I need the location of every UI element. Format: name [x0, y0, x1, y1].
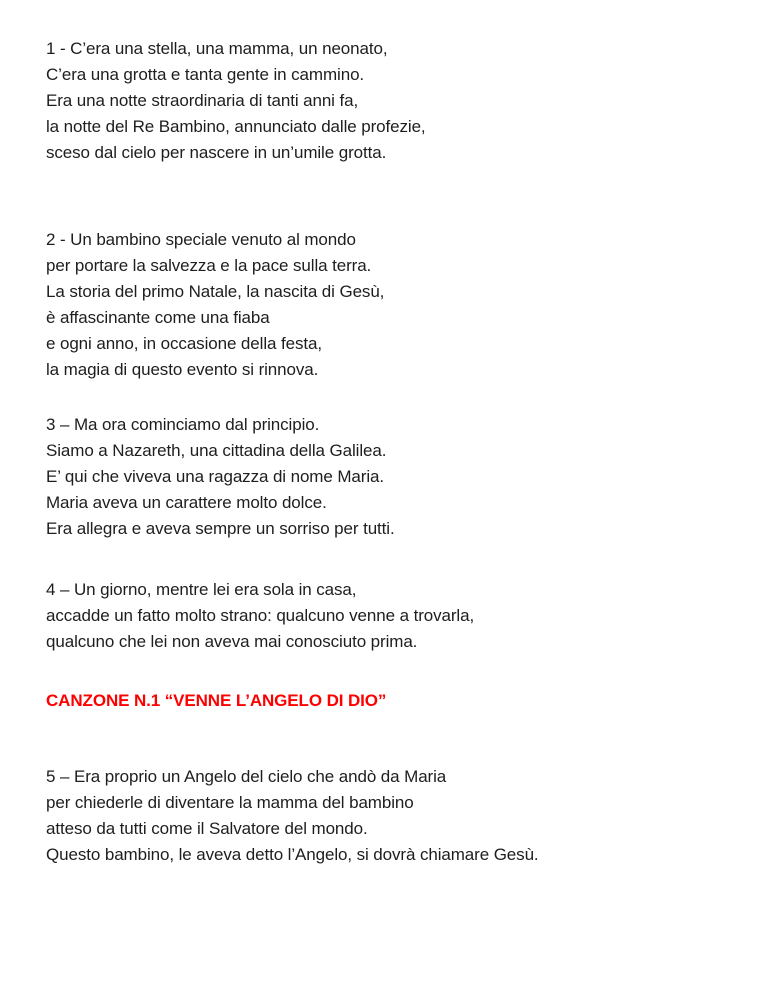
text-line: 4 – Un giorno, mentre lei era sola in casa,	[46, 580, 357, 599]
song-heading: CANZONE N.1 “VENNE L’ANGELO DI DIO”	[46, 691, 387, 710]
text-line: Siamo a Nazareth, una cittadina della Galilea.	[46, 441, 387, 460]
text-line: qualcuno che lei non aveva mai conosciuto prima.	[46, 632, 418, 651]
text-line: C’era una grotta e tanta gente in cammino.	[46, 65, 365, 84]
text-line: accadde un fatto molto strano: qualcuno venne a trovarla,	[46, 606, 475, 625]
text-line: Maria aveva un carattere molto dolce.	[46, 493, 327, 512]
text-line: e ogni anno, in occasione della festa,	[46, 334, 322, 353]
paragraph-5	[46, 764, 738, 868]
paragraph-3	[46, 412, 738, 542]
text-line: per portare la salvezza e la pace sulla terra.	[46, 256, 372, 275]
text-line: sceso dal cielo per nascere in un’umile grotta.	[46, 143, 387, 162]
text-line: atteso da tutti come il Salvatore del mondo.	[46, 819, 368, 838]
text-line: 3 – Ma ora cominciamo dal principio.	[46, 415, 320, 434]
text-line: E’ qui che viveva una ragazza di nome Maria.	[46, 467, 384, 486]
text-line: la magia di questo evento si rinnova.	[46, 360, 319, 379]
text-line: la notte del Re Bambino, annunciato dalle profezie,	[46, 117, 426, 136]
text-line: è affascinante come una fiaba	[46, 308, 270, 327]
text-line: Era allegra e aveva sempre un sorriso per tutti.	[46, 519, 395, 538]
text-line: Questo bambino, le aveva detto l’Angelo, si dovrà chiamare Gesù.	[46, 845, 539, 864]
text-line: per chiederle di diventare la mamma del bambino	[46, 793, 414, 812]
text-line: 1 - C’era una stella, una mamma, un neonato,	[46, 39, 388, 58]
text-line: 5 – Era proprio un Angelo del cielo che andò da Maria	[46, 767, 447, 786]
text-line: La storia del primo Natale, la nascita di Gesù,	[46, 282, 385, 301]
paragraph-2	[46, 227, 738, 383]
text-line: Era una notte straordinaria di tanti anni fa,	[46, 91, 359, 110]
paragraph-1	[46, 36, 738, 166]
paragraph-4	[46, 577, 738, 655]
text-line: 2 - Un bambino speciale venuto al mondo	[46, 230, 356, 249]
